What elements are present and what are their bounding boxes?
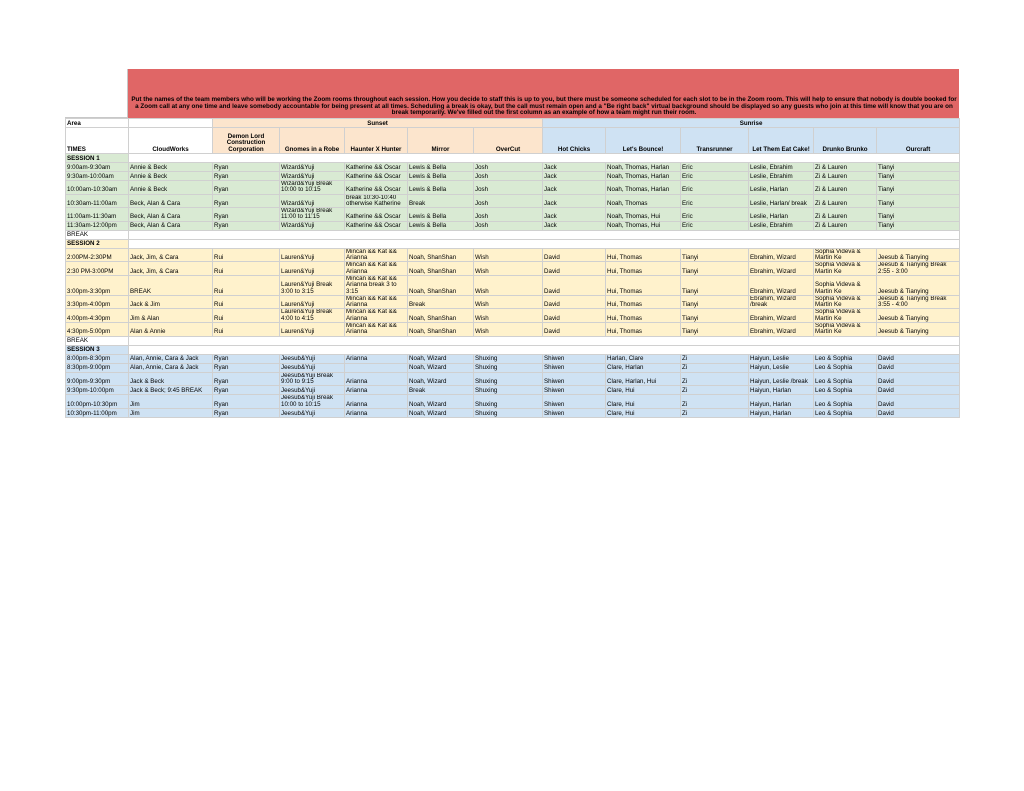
- assignment-cell[interactable]: Zi: [681, 372, 749, 386]
- column-header[interactable]: Drunko Brunko: [814, 128, 877, 154]
- assignment-cell[interactable]: Jeesub&Yuji: [280, 363, 345, 372]
- table-row: [66, 248, 960, 262]
- session-label-blank[interactable]: [129, 154, 960, 163]
- assignment-cell[interactable]: BREAK: [129, 275, 213, 295]
- schedule-sheet: [65, 69, 959, 418]
- assignment-cell[interactable]: Wish: [474, 262, 543, 276]
- assignment-cell[interactable]: Jeesub & Tianying: [877, 275, 960, 295]
- assignment-cell[interactable]: Shiwen: [543, 395, 606, 409]
- assignment-cell[interactable]: Leo & Sophia: [814, 386, 877, 395]
- assignment-cell[interactable]: Tianyi: [877, 221, 960, 230]
- assignment-cell[interactable]: Tianyi: [877, 208, 960, 222]
- assignment-cell[interactable]: Beck, Alan & Cara: [129, 194, 213, 208]
- break-blank[interactable]: [129, 230, 960, 239]
- assignment-cell[interactable]: Jack: [543, 194, 606, 208]
- assignment-cell[interactable]: Sophia Videva & Martin Ke: [814, 248, 877, 262]
- assignment-cell[interactable]: Noah, ShanShan: [408, 323, 474, 337]
- assignment-cell[interactable]: Josh: [474, 221, 543, 230]
- break-label[interactable]: BREAK: [66, 336, 129, 345]
- time-cell[interactable]: 8:00pm-8:30pm: [66, 354, 129, 363]
- assignment-cell[interactable]: Wizard&Yuji: [280, 221, 345, 230]
- assignment-cell[interactable]: Mincan && Kat && Arianna: [345, 262, 408, 276]
- assignment-cell[interactable]: Break: [408, 295, 474, 309]
- table-row: [66, 295, 960, 309]
- table-row: [66, 363, 960, 372]
- header-row: [66, 128, 960, 154]
- assignment-cell[interactable]: Noah, ShanShan: [408, 309, 474, 323]
- assignment-cell[interactable]: Lauren&Yuji Break 4:00 to 4:15: [280, 309, 345, 323]
- assignment-cell[interactable]: Jack: [543, 221, 606, 230]
- assignment-cell[interactable]: Leslie, Ebrahim: [749, 172, 814, 181]
- column-header[interactable]: Transrunner: [681, 128, 749, 154]
- assignment-cell[interactable]: Rui: [213, 323, 280, 337]
- assignment-cell[interactable]: Ryan: [213, 372, 280, 386]
- assignment-cell[interactable]: Shuxing: [474, 408, 543, 417]
- area-sunrise-cell[interactable]: Sunrise: [543, 119, 960, 128]
- time-cell[interactable]: 10:30am-11:00am: [66, 194, 129, 208]
- assignment-cell[interactable]: Eric: [681, 163, 749, 172]
- column-header[interactable]: Let's Bounce!: [606, 128, 681, 154]
- assignment-cell[interactable]: Clare, Hui: [606, 408, 681, 417]
- assignment-cell[interactable]: Wish: [474, 275, 543, 295]
- assignment-cell[interactable]: Ryan: [213, 194, 280, 208]
- table-row: [66, 323, 960, 337]
- assignment-cell[interactable]: Noah, ShanShan: [408, 262, 474, 276]
- assignment-cell[interactable]: Jim & Alan: [129, 309, 213, 323]
- assignment-cell[interactable]: Clare, Hui: [606, 395, 681, 409]
- assignment-cell[interactable]: Mincan && Kat && Arianna: [345, 323, 408, 337]
- assignment-cell[interactable]: Eric: [681, 172, 749, 181]
- assignment-cell[interactable]: Haiyun, Leslie: [749, 354, 814, 363]
- table-row: [66, 372, 960, 386]
- assignment-cell[interactable]: Noah, Thomas, Harlan: [606, 172, 681, 181]
- assignment-cell[interactable]: Sophia Videva & Martin Ke: [814, 309, 877, 323]
- assignment-cell[interactable]: Rui: [213, 248, 280, 262]
- time-cell[interactable]: 3:30pm-4:00pm: [66, 295, 129, 309]
- time-cell[interactable]: 9:30pm-10:00pm: [66, 386, 129, 395]
- assignment-cell[interactable]: Shiwen: [543, 408, 606, 417]
- time-cell[interactable]: 2:00PM-2:30PM: [66, 248, 129, 262]
- assignment-cell[interactable]: Lewis & Bella: [408, 181, 474, 195]
- assignment-cell[interactable]: Rui: [213, 275, 280, 295]
- table-row: [66, 221, 960, 230]
- area-blank-cell[interactable]: [129, 119, 213, 128]
- assignment-cell[interactable]: Beck, Alan & Cara: [129, 208, 213, 222]
- assignment-cell[interactable]: Haiyun, Leslie: [749, 363, 814, 372]
- assignment-cell[interactable]: Zi & Lauren: [814, 208, 877, 222]
- time-cell[interactable]: 10:30pm-11:00pm: [66, 408, 129, 417]
- assignment-cell[interactable]: Mincan && Kat && Arianna: [345, 295, 408, 309]
- assignment-cell[interactable]: Break: [408, 194, 474, 208]
- assignment-cell[interactable]: Zi: [681, 354, 749, 363]
- assignment-cell[interactable]: Wish: [474, 248, 543, 262]
- assignment-cell[interactable]: Ryan: [213, 208, 280, 222]
- assignment-cell[interactable]: Jack, Jim, & Cara: [129, 248, 213, 262]
- assignment-cell[interactable]: Leo & Sophia: [814, 354, 877, 363]
- assignment-cell[interactable]: Noah, Thomas, Hui: [606, 221, 681, 230]
- assignment-cell[interactable]: Tianyi: [681, 275, 749, 295]
- assignment-cell[interactable]: Wish: [474, 309, 543, 323]
- time-cell[interactable]: 10:00am-10:30am: [66, 181, 129, 195]
- assignment-cell[interactable]: Ryan: [213, 386, 280, 395]
- assignment-cell[interactable]: David: [877, 363, 960, 372]
- assignment-cell[interactable]: Lauren&Yuji: [280, 295, 345, 309]
- assignment-cell[interactable]: Katherine && Oscar: [345, 181, 408, 195]
- session-label-row: [66, 239, 960, 248]
- assignment-cell[interactable]: Arianna: [345, 354, 408, 363]
- session-label-row: [66, 154, 960, 163]
- assignment-cell[interactable]: Arianna: [345, 408, 408, 417]
- assignment-cell[interactable]: Mincan && Kat && Arianna: [345, 248, 408, 262]
- assignment-cell[interactable]: Jeesub&Yuji Break 9:00 to 9:15: [280, 372, 345, 386]
- table-row: [66, 181, 960, 195]
- column-header[interactable]: Let Them Eat Cake!: [749, 128, 814, 154]
- assignment-cell[interactable]: Leslie, Ebrahim: [749, 163, 814, 172]
- instructions-text: Put the names of the team members who will be working the Zoom rooms throughout each session. How you decide to staff this is up to you, but there must be someone scheduled for each slot to be in the Zoom room. This will help to ensure that nobody is double booked for a Zoom call at any one time and leave somebody accountable for being present at all times. Scheduling a break is okay, but the call must remain open and a "Be right back" virtual background should be displayed so any guests who join at this time will know that you are on break temporarily. We've filled out the first column as an example of how a team might run their room.: [131, 96, 957, 117]
- assignment-cell[interactable]: Haiyun, Leslie /break: [749, 372, 814, 386]
- time-cell[interactable]: 2:30 PM-3:00PM: [66, 262, 129, 276]
- assignment-cell[interactable]: Hui, Thomas: [606, 295, 681, 309]
- assignment-cell[interactable]: Tianyi: [877, 172, 960, 181]
- column-header[interactable]: Ourcraft: [877, 128, 960, 154]
- assignment-cell[interactable]: Eric: [681, 221, 749, 230]
- assignment-cell[interactable]: Josh: [474, 181, 543, 195]
- assignment-cell[interactable]: Noah, Wizard: [408, 395, 474, 409]
- assignment-cell[interactable]: Eric: [681, 208, 749, 222]
- time-cell[interactable]: 11:30am-12:00pm: [66, 221, 129, 230]
- table-row: [66, 275, 960, 295]
- assignment-cell[interactable]: Zi: [681, 386, 749, 395]
- time-cell[interactable]: 9:30am-10:00am: [66, 172, 129, 181]
- time-cell[interactable]: 8:30pm-9:00pm: [66, 363, 129, 372]
- assignment-cell[interactable]: Beck, Alan & Cara: [129, 221, 213, 230]
- assignment-cell[interactable]: Noah, Thomas: [606, 194, 681, 208]
- assignment-cell[interactable]: Ryan: [213, 408, 280, 417]
- break-blank[interactable]: [129, 336, 960, 345]
- assignment-cell[interactable]: Jack, Jim, & Cara: [129, 262, 213, 276]
- banner-corner-cell[interactable]: [65, 69, 128, 118]
- assignment-cell[interactable]: Shuxing: [474, 372, 543, 386]
- table-row: [66, 395, 960, 409]
- assignment-cell[interactable]: Wizard&Yuji: [280, 172, 345, 181]
- area-label-cell[interactable]: Area: [66, 119, 129, 128]
- assignment-cell[interactable]: Ebrahim, Wizard: [749, 323, 814, 337]
- assignment-cell[interactable]: break 10:30-10:40 otherwise Katherine: [345, 194, 408, 208]
- assignment-cell[interactable]: Wish: [474, 295, 543, 309]
- time-cell[interactable]: 4:00pm-4:30pm: [66, 309, 129, 323]
- assignment-cell[interactable]: Haiyun, Harlan: [749, 395, 814, 409]
- assignment-cell[interactable]: Lewis & Bella: [408, 221, 474, 230]
- time-cell[interactable]: 4:30pm-5:00pm: [66, 323, 129, 337]
- assignment-cell[interactable]: Tianyi: [877, 194, 960, 208]
- assignment-cell[interactable]: Jack: [543, 208, 606, 222]
- time-cell[interactable]: 9:00pm-9:30pm: [66, 372, 129, 386]
- schedule-table: [65, 118, 960, 418]
- assignment-cell[interactable]: David: [877, 386, 960, 395]
- assignment-cell[interactable]: Haiyun, Harlan: [749, 386, 814, 395]
- assignment-cell[interactable]: Hui, Thomas: [606, 309, 681, 323]
- table-row: [66, 194, 960, 208]
- assignment-cell[interactable]: Josh: [474, 194, 543, 208]
- assignment-cell[interactable]: Lauren&Yuji: [280, 262, 345, 276]
- assignment-cell[interactable]: Zi & Lauren: [814, 172, 877, 181]
- assignment-cell[interactable]: Annie & Beck: [129, 181, 213, 195]
- assignment-cell[interactable]: Jack & Beck; 9:45 BREAK: [129, 386, 213, 395]
- assignment-cell[interactable]: David: [877, 395, 960, 409]
- time-cell[interactable]: 11:00am-11:30am: [66, 208, 129, 222]
- assignment-cell[interactable]: Zi: [681, 363, 749, 372]
- assignment-cell[interactable]: Josh: [474, 172, 543, 181]
- assignment-cell[interactable]: Jack: [543, 181, 606, 195]
- assignment-cell[interactable]: Leslie, Ebrahim: [749, 221, 814, 230]
- column-header[interactable]: Haunter X Hunter: [345, 128, 408, 154]
- assignment-cell[interactable]: Arianna: [345, 386, 408, 395]
- assignment-cell[interactable]: Jim: [129, 408, 213, 417]
- assignment-cell[interactable]: Tianyi: [877, 181, 960, 195]
- assignment-cell[interactable]: Leslie, Harlan: [749, 208, 814, 222]
- assignment-cell[interactable]: Ebrahim, Wizard: [749, 262, 814, 276]
- assignment-cell[interactable]: Noah, Wizard: [408, 408, 474, 417]
- assignment-cell[interactable]: Shiwen: [543, 363, 606, 372]
- assignment-cell[interactable]: Leo & Sophia: [814, 372, 877, 386]
- assignment-cell[interactable]: Zi & Lauren: [814, 181, 877, 195]
- column-header[interactable]: Hot Chicks: [543, 128, 606, 154]
- assignment-cell[interactable]: Noah, Wizard: [408, 363, 474, 372]
- assignment-cell[interactable]: Tianyi: [681, 248, 749, 262]
- assignment-cell[interactable]: Lauren&Yuji: [280, 248, 345, 262]
- assignment-cell[interactable]: Jeesub & Tianying: [877, 248, 960, 262]
- assignment-cell[interactable]: Eric: [681, 194, 749, 208]
- break-label[interactable]: BREAK: [66, 230, 129, 239]
- assignment-cell[interactable]: David: [543, 275, 606, 295]
- assignment-cell[interactable]: Hui, Thomas: [606, 248, 681, 262]
- assignment-cell[interactable]: Noah, ShanShan: [408, 275, 474, 295]
- assignment-cell[interactable]: Lewis & Bella: [408, 163, 474, 172]
- assignment-cell[interactable]: Ryan: [213, 395, 280, 409]
- assignment-cell[interactable]: Katherine && Oscar: [345, 172, 408, 181]
- assignment-cell[interactable]: Hui, Thomas: [606, 323, 681, 337]
- assignment-cell[interactable]: David: [543, 309, 606, 323]
- assignment-cell[interactable]: Noah, Thomas, Hui: [606, 208, 681, 222]
- assignment-cell[interactable]: Leslie, Harlan: [749, 181, 814, 195]
- assignment-cell[interactable]: Jack: [543, 172, 606, 181]
- assignment-cell[interactable]: Jeesub&Yuji: [280, 354, 345, 363]
- assignment-cell[interactable]: Zi: [681, 408, 749, 417]
- assignment-cell[interactable]: Hui, Thomas: [606, 275, 681, 295]
- assignment-cell[interactable]: Shuxing: [474, 354, 543, 363]
- assignment-cell[interactable]: Mincan && Kat && Arianna: [345, 309, 408, 323]
- assignment-cell[interactable]: Josh: [474, 163, 543, 172]
- assignment-cell[interactable]: Jeesub&Yuji Break 10:00 to 10:15: [280, 395, 345, 409]
- column-header[interactable]: Demon Lord Construction Corporation: [213, 128, 280, 154]
- assignment-cell[interactable]: Noah, Wizard: [408, 372, 474, 386]
- assignment-cell[interactable]: Zi: [681, 395, 749, 409]
- session-label-row: [66, 345, 960, 354]
- assignment-cell[interactable]: Shiwen: [543, 372, 606, 386]
- assignment-cell[interactable]: Noah, ShanShan: [408, 248, 474, 262]
- assignment-cell[interactable]: Noah, Wizard: [408, 354, 474, 363]
- column-header[interactable]: Gnomes in a Robe: [280, 128, 345, 154]
- assignment-cell[interactable]: Katherine && Oscar: [345, 221, 408, 230]
- assignment-cell[interactable]: David: [877, 408, 960, 417]
- assignment-cell[interactable]: Shiwen: [543, 386, 606, 395]
- assignment-cell[interactable]: David: [543, 248, 606, 262]
- assignment-cell[interactable]: Ryan: [213, 163, 280, 172]
- assignment-cell[interactable]: Josh: [474, 208, 543, 222]
- assignment-cell[interactable]: Jeesub & Tianying Break 2:55 - 3:00: [877, 262, 960, 276]
- assignment-cell[interactable]: Annie & Beck: [129, 172, 213, 181]
- assignment-cell[interactable]: Leslie, Harlan/ break: [749, 194, 814, 208]
- time-cell[interactable]: 10:00pm-10:30pm: [66, 395, 129, 409]
- assignment-cell[interactable]: [345, 363, 408, 372]
- assignment-cell[interactable]: Clare, Harlan: [606, 363, 681, 372]
- column-header[interactable]: OverCut: [474, 128, 543, 154]
- assignment-cell[interactable]: Ryan: [213, 172, 280, 181]
- assignment-cell[interactable]: Arianna: [345, 372, 408, 386]
- assignment-cell[interactable]: Alan, Annie, Cara & Jack: [129, 354, 213, 363]
- assignment-cell[interactable]: Alan, Annie, Cara & Jack: [129, 363, 213, 372]
- assignment-cell[interactable]: Shuxing: [474, 395, 543, 409]
- assignment-cell[interactable]: Shuxing: [474, 363, 543, 372]
- assignment-cell[interactable]: David: [543, 323, 606, 337]
- assignment-cell[interactable]: Harlan, Clare: [606, 354, 681, 363]
- area-row: [66, 119, 960, 128]
- time-cell[interactable]: 9:00am-9:30am: [66, 163, 129, 172]
- table-row: [66, 354, 960, 363]
- assignment-cell[interactable]: Lewis & Bella: [408, 208, 474, 222]
- assignment-cell[interactable]: Sophia Videva & Martin Ke: [814, 275, 877, 295]
- table-row: [66, 408, 960, 417]
- assignment-cell[interactable]: Katherine && Oscar: [345, 163, 408, 172]
- assignment-cell[interactable]: Lauren&Yuji: [280, 323, 345, 337]
- assignment-cell[interactable]: Jeesub&Yuji: [280, 386, 345, 395]
- assignment-cell[interactable]: Sophia Videva & Martin Ke: [814, 295, 877, 309]
- assignment-cell[interactable]: Tianyi: [681, 262, 749, 276]
- session-label-blank[interactable]: [129, 239, 960, 248]
- table-row: [66, 309, 960, 323]
- assignment-cell[interactable]: Hui, Thomas: [606, 262, 681, 276]
- assignment-cell[interactable]: Arianna: [345, 395, 408, 409]
- assignment-cell[interactable]: Noah, Thomas, Harlan: [606, 181, 681, 195]
- time-cell[interactable]: 3:00pm-3:30pm: [66, 275, 129, 295]
- assignment-cell[interactable]: Rui: [213, 295, 280, 309]
- assignment-cell[interactable]: Wizard&Yuji Break 10:00 to 10:15: [280, 181, 345, 195]
- table-row: [66, 262, 960, 276]
- assignment-cell[interactable]: David: [543, 295, 606, 309]
- assignment-cell[interactable]: Ryan: [213, 181, 280, 195]
- assignment-cell[interactable]: Alan & Annie: [129, 323, 213, 337]
- session-label[interactable]: SESSION 2: [66, 239, 129, 248]
- break-row: [66, 230, 960, 239]
- assignment-cell[interactable]: Jack: [543, 163, 606, 172]
- session-label[interactable]: SESSION 3: [66, 345, 129, 354]
- assignment-cell[interactable]: Jim: [129, 395, 213, 409]
- assignment-cell[interactable]: Lewis & Bella: [408, 172, 474, 181]
- assignment-cell[interactable]: Katherine && Oscar: [345, 208, 408, 222]
- assignment-cell[interactable]: Haiyun, Harlan: [749, 408, 814, 417]
- assignment-cell[interactable]: Rui: [213, 309, 280, 323]
- assignment-cell[interactable]: Shuxing: [474, 386, 543, 395]
- assignment-cell[interactable]: Tianyi: [681, 323, 749, 337]
- assignment-cell[interactable]: Jeesub&Yuji: [280, 408, 345, 417]
- assignment-cell[interactable]: Ryan: [213, 354, 280, 363]
- column-header[interactable]: Mirror: [408, 128, 474, 154]
- session-label[interactable]: SESSION 1: [66, 154, 129, 163]
- instructions-banner[interactable]: [65, 69, 959, 118]
- assignment-cell[interactable]: Annie & Beck: [129, 163, 213, 172]
- assignment-cell[interactable]: Mincan && Kat && Arianna break 3 to 3:15: [345, 275, 408, 295]
- assignment-cell[interactable]: Sophia Videva & Martin Ke: [814, 323, 877, 337]
- assignment-cell[interactable]: David: [543, 262, 606, 276]
- assignment-cell[interactable]: Jeesub & Tianying: [877, 309, 960, 323]
- assignment-cell[interactable]: Ryan: [213, 363, 280, 372]
- assignment-cell[interactable]: David: [877, 354, 960, 363]
- assignment-cell[interactable]: Zi & Lauren: [814, 221, 877, 230]
- assignment-cell[interactable]: Wizard&Yuji Break 11:00 to 11:15: [280, 208, 345, 222]
- table-row: [66, 386, 960, 395]
- assignment-cell[interactable]: Zi & Lauren: [814, 163, 877, 172]
- assignment-cell[interactable]: Leo & Sophia: [814, 363, 877, 372]
- table-row: [66, 172, 960, 181]
- assignment-cell[interactable]: Zi & Lauren: [814, 194, 877, 208]
- assignment-cell[interactable]: Wizard&Yuji: [280, 194, 345, 208]
- assignment-cell[interactable]: Ryan: [213, 221, 280, 230]
- assignment-cell[interactable]: Tianyi: [877, 163, 960, 172]
- assignment-cell[interactable]: Rui: [213, 262, 280, 276]
- assignment-cell[interactable]: Eric: [681, 181, 749, 195]
- assignment-cell[interactable]: Wish: [474, 323, 543, 337]
- assignment-cell[interactable]: Leo & Sophia: [814, 395, 877, 409]
- assignment-cell[interactable]: Leo & Sophia: [814, 408, 877, 417]
- table-row: [66, 163, 960, 172]
- assignment-cell[interactable]: Ebrahim, Wizard: [749, 248, 814, 262]
- assignment-cell[interactable]: Break: [408, 386, 474, 395]
- column-header[interactable]: CloudWorks: [129, 128, 213, 154]
- assignment-cell[interactable]: Sophia Videva & Martin Ke: [814, 262, 877, 276]
- assignment-cell[interactable]: Clare, Harlan, Hui: [606, 372, 681, 386]
- column-header[interactable]: TIMES: [66, 128, 129, 154]
- session-label-blank[interactable]: [129, 345, 960, 354]
- assignment-cell[interactable]: Shiwen: [543, 354, 606, 363]
- assignment-cell[interactable]: Jack & Beck: [129, 372, 213, 386]
- assignment-cell[interactable]: Ebrahim, Wizard: [749, 275, 814, 295]
- assignment-cell[interactable]: Tianyi: [681, 295, 749, 309]
- assignment-cell[interactable]: Jack & Jim: [129, 295, 213, 309]
- assignment-cell[interactable]: Noah, Thomas, Harlan: [606, 163, 681, 172]
- assignment-cell[interactable]: Ebrahim, Wizard: [749, 309, 814, 323]
- assignment-cell[interactable]: Ebrahim, Wizard /break: [749, 295, 814, 309]
- assignment-cell[interactable]: Jeesub & Tianying Break 3:55 - 4:00: [877, 295, 960, 309]
- assignment-cell[interactable]: Tianyi: [681, 309, 749, 323]
- assignment-cell[interactable]: Wizard&Yuji: [280, 163, 345, 172]
- assignment-cell[interactable]: Lauren&Yuji Break 3:00 to 3:15: [280, 275, 345, 295]
- break-row: [66, 336, 960, 345]
- assignment-cell[interactable]: David: [877, 372, 960, 386]
- assignment-cell[interactable]: Clare, Hui: [606, 386, 681, 395]
- assignment-cell[interactable]: Jeesub & Tianying: [877, 323, 960, 337]
- area-sunset-cell[interactable]: Sunset: [213, 119, 543, 128]
- table-row: [66, 208, 960, 222]
